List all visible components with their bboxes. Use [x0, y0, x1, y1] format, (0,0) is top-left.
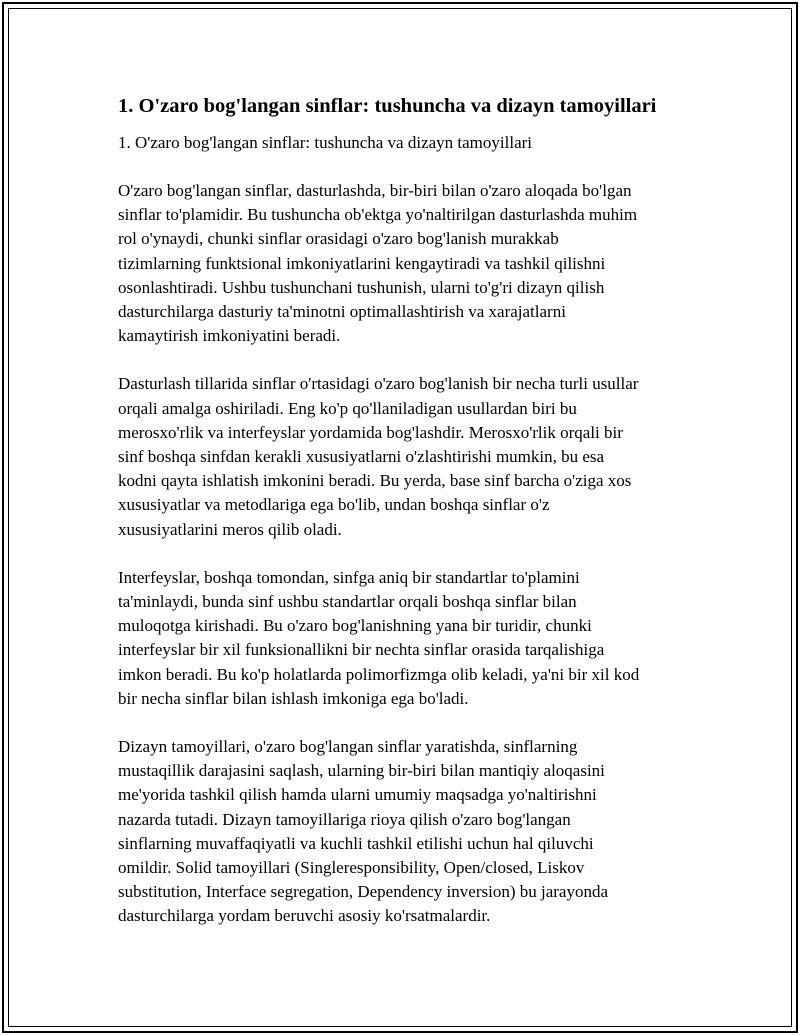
paragraph-line: nazarda tutadi. Dizayn tamoyillariga rioya qilish o'zaro bog'langan [118, 809, 571, 829]
paragraph-line: O'zaro bog'langan sinflar, dasturlashda, bir-biri bilan o'zaro aloqada bo'lgan [118, 181, 632, 200]
document-heading: 1. O'zaro bog'langan sinflar: tushuncha va dizayn tamoyillari [118, 95, 657, 117]
paragraph-line: muloqotga kirishadi. Bu o'zaro bog'lanishning yana bir turidir, chunki [118, 616, 592, 636]
paragraph-1 [118, 179, 718, 348]
paragraph-line: kodni qayta ishlatish imkonini beradi. Bu yerda, base sinf barcha o'ziga xos [118, 471, 632, 491]
paragraph-line: substitution, Interface segregation, Dependency inversion) bu jarayonda [118, 882, 609, 902]
paragraph-line: tizimlarning funktsional imkoniyatlarini kengaytiradi va tashkil qilishni [118, 253, 606, 273]
paragraph-line: dasturchilarga yordam beruvchi asosiy ko'rsatmalardir. [118, 906, 491, 926]
paragraph-line: merosxo'rlik va interfeyslar yordamida bog'lashdir. Merosxo'rlik orqali bir [118, 422, 623, 442]
section-title: 1. O'zaro bog'langan sinflar: tushuncha va dizayn tamoyillari [118, 133, 533, 152]
paragraph-line: dasturchilarga dasturiy ta'minotni optimallashtirish va xarajatlarni [118, 302, 566, 322]
paragraph-line: xususiyatlarini meros qilib oladi. [118, 519, 342, 539]
paragraph-line: orqali amalga oshiriladi. Eng ko'p qo'llaniladigan usullardan biri bu [118, 398, 577, 418]
paragraph-line: mustaqillik darajasini saqlash, ularning bir-biri bilan mantiqiy aloqasini [118, 761, 605, 781]
paragraph-line: me'yorida tashkil qilish hamda ularni umumiy maqsadga yo'naltirishni [118, 785, 597, 805]
paragraph-4 [118, 735, 718, 929]
paragraph-line: omildir. Solid tamoyillari (Singleresponsibility, Open/closed, Liskov [118, 858, 585, 878]
paragraph-line: Dizayn tamoyillari, o'zaro bog'langan sinflar yaratishda, sinflarning [118, 737, 578, 757]
paragraph-3 [118, 566, 718, 711]
paragraph-line: sinf boshqa sinfdan kerakli xususiyatlarni o'zlashtirishi mumkin, bu esa [118, 447, 605, 467]
document-body [118, 92, 718, 953]
paragraph-line: osonlashtiradi. Ushbu tushunchani tushunish, ularni to'g'ri dizayn qilish [118, 277, 605, 297]
paragraph-line: Interfeyslar, boshqa tomondan, sinfga aniq bir standartlar to'plamini [118, 567, 580, 587]
paragraph-line: Dasturlash tillarida sinflar o'rtasidagi o'zaro bog'lanish bir necha turli usullar [118, 374, 639, 394]
paragraph-line: interfeyslar bir xil funksionallikni bir nechta sinflar orasida tarqalishiga [118, 640, 605, 660]
paragraph-line: sinflar to'plamidir. Bu tushuncha ob'ektga yo'naltirilgan dasturlashda muhim [118, 205, 638, 225]
paragraph-line: ta'minlaydi, bunda sinf ushbu standartlar orqali boshqa sinflar bilan [118, 592, 577, 612]
paragraph-line: xususiyatlar va metodlariga ega bo'lib, undan boshqa sinflar o'z [118, 495, 550, 515]
paragraph-line: sinflarning muvaffaqiyatli va kuchli tashkil etilishi uchun hal qiluvchi [118, 833, 594, 853]
paragraph-line: imkon beradi. Bu ko'p holatlarda polimorfizmga olib keladi, ya'ni bir xil kod [118, 664, 640, 684]
paragraph-line: rol o'ynaydi, chunki sinflar orasidagi o'zaro bog'lanish murakkab [118, 229, 559, 249]
paragraph-2 [118, 372, 718, 541]
paragraph-line: bir necha sinflar bilan ishlash imkoniga ega bo'ladi. [118, 688, 469, 708]
paragraph-line: kamaytirish imkoniyatini beradi. [118, 326, 341, 346]
